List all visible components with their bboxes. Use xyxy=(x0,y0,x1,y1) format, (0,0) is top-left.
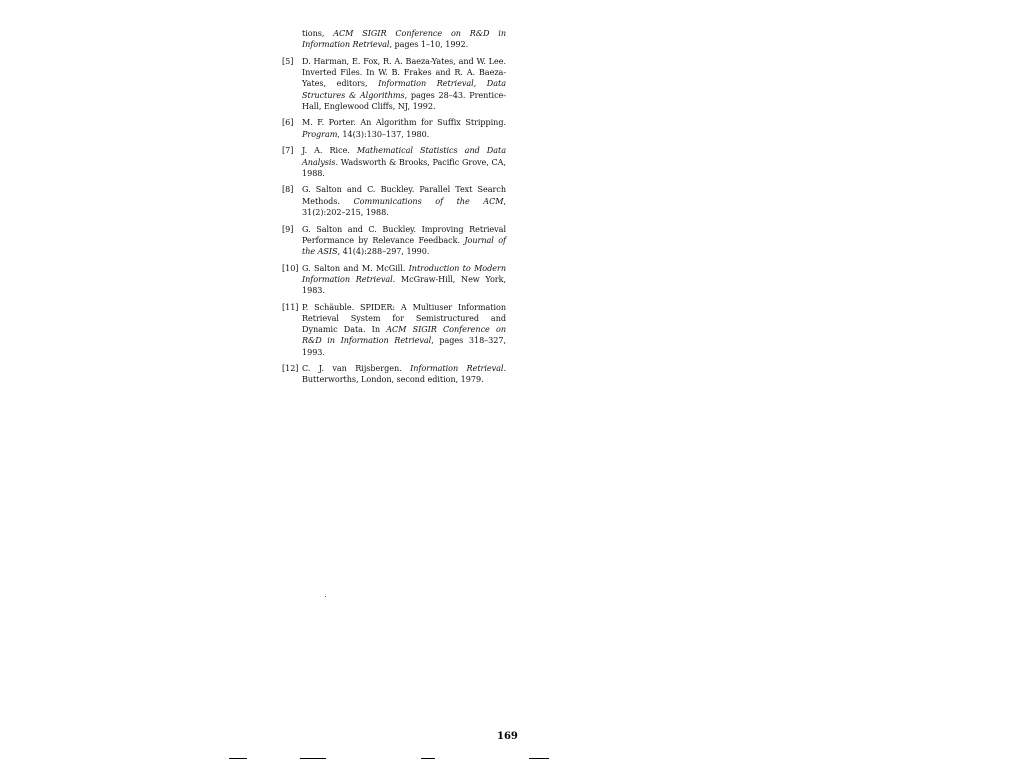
reference-text: C. J. van Rijsbergen. Information Retrieval. Butterworths, London, second edition, 1979. xyxy=(302,363,506,385)
references-list xyxy=(282,28,506,391)
bottom-edge-mark xyxy=(421,758,435,759)
reference-item xyxy=(282,184,506,218)
reference-number: [10] xyxy=(282,262,299,273)
print-speck xyxy=(325,596,326,597)
reference-item xyxy=(282,56,506,112)
reference-item xyxy=(282,363,506,385)
reference-text: J. A. Rice. Mathematical Statistics and Data Analysis. Wadsworth & Brooks, Pacific Grove, CA, 1988. xyxy=(302,145,506,178)
reference-number: [9] xyxy=(282,223,294,234)
bottom-edge-mark xyxy=(529,758,549,759)
reference-item xyxy=(282,302,506,358)
reference-text: M. F. Porter. An Algorithm for Suffix Stripping. Program, 14(3):130–137, 1980. xyxy=(302,117,506,139)
reference-number: [5] xyxy=(282,55,294,66)
reference-text: tions, ACM SIGIR Conference on R&D in Information Retrieval, pages 1–10, 1992. xyxy=(302,28,506,50)
reference-item xyxy=(282,28,506,50)
reference-number: [7] xyxy=(282,145,294,156)
reference-item xyxy=(282,145,506,179)
bottom-edge-mark xyxy=(300,758,326,759)
reference-number: [6] xyxy=(282,117,294,128)
reference-item xyxy=(282,224,506,258)
reference-text: G. Salton and M. McGill. Introduction to Modern Information Retrieval. McGraw-Hill, New York, 1983. xyxy=(302,262,506,296)
reference-number: [8] xyxy=(282,184,294,195)
reference-number: [11] xyxy=(282,301,299,312)
reference-text: P. Schäuble. SPIDER: A Multiuser Information Retrieval System for Semistructured and Dynamic Data. In ACM SIGIR Conference on R&D in Information Retrieval, pages 318–327, 1993. xyxy=(302,301,506,357)
reference-item xyxy=(282,263,506,297)
reference-text: D. Harman, E. Fox, R. A. Baeza-Yates, and W. Lee. Inverted Files. In W. B. Frakes and R. A. Baeza-Yates, editors, Information Retrieval, Data Structures & Algorithms, pages 28–43. Prentice-Hall, Englewood Cliffs, NJ, 1992. xyxy=(302,55,506,111)
bottom-edge-mark xyxy=(229,758,247,759)
reference-text: G. Salton and C. Buckley. Parallel Text Search Methods. Communications of the ACM, 31(2):202–215, 1988. xyxy=(302,184,506,217)
page-number: 169 xyxy=(497,731,518,742)
reference-item xyxy=(282,117,506,139)
reference-number: [12] xyxy=(282,363,299,374)
reference-text: G. Salton and C. Buckley. Improving Retrieval Performance by Relevance Feedback. Journal of the ASIS, 41(4):288–297, 1990. xyxy=(302,223,506,256)
